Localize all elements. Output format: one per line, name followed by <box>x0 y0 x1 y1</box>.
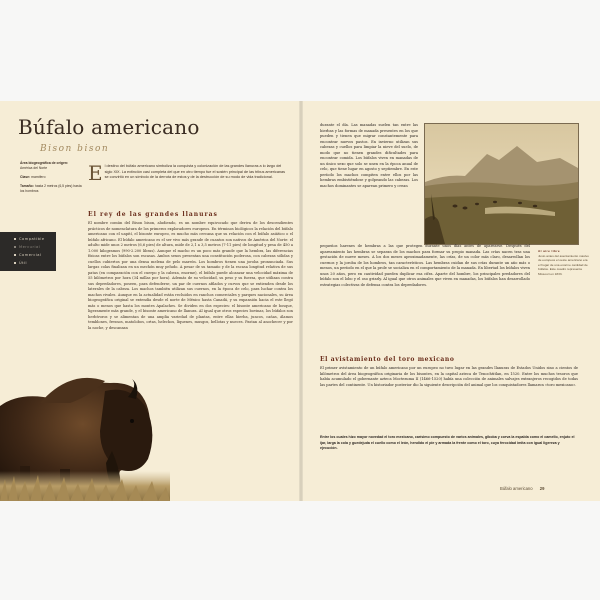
book-spread <box>0 101 600 501</box>
scientific-name: Bison bison <box>40 144 110 154</box>
fact-area <box>20 161 84 171</box>
tab-comercial[interactable]: Comercial <box>0 251 56 259</box>
body-column-right-full <box>320 244 530 288</box>
body-right-paragraph-2 <box>320 366 578 388</box>
fact-clase-label: Clase: <box>20 175 31 179</box>
page-number: 29 <box>539 486 545 491</box>
body-left-text: El nombre común del Bison bison, aludiendo, es un nombre equivocado que deriva de los descendientes prácticos de nomenclatura de los primeros exploradores europeos. En términos biológicos la relación del búfalo americano con el uapití, el bisonte europeo, es mucho más cercana que su relación con el búfalo asiático o el búfalo africano. El búfalo americano es el ser vivo más grande de cuantos son nativos de América del Norte: el adulto mide unos 2 metros (6,6 pies) de altura, mide de 2,1 a 3,5 metros (7-11 pies) de longitud y pesa de 450 a 1.000 kilogramos (990-2.200 libras). Aunque el macho es un poco más grande que la hembra, las diferencias físicas entre los búfalos son escasas. Ambos sexos presentan una constitución poderosa, con cabezas sólidas y cuellos cubiertos por una densa melena de pelo marrón. Los hombros tienen una joroba pronunciada. Sus largas colas finalizan en un mechón muy peludo. A pesar de su tamaño y de la escasa longitud relativa de sus patas (en comparación con el cuerpo y la cabeza, enorme), el búfalo puede alcanzar una velocidad máxima de 55 kilómetros por hora (34 millas por hora). Además de su velocidad, su peso y su fuerza, que utilizan contra sus depredadores, poseen, para defenderse, un par de cuernos afilados y curvos que se extienden desde los laterales de la cabeza. Los machos también utilizan sus cuernos, en la época de celo, para luchar contra los machos rivales. Aunque en la actualidad están recluidos en ranchos comerciales y parques nacionales, su área biogeográfica original se extendía desde el norte de México hasta Canadá, y su expansión hacia el este llegó más o menos que hasta los montes Apalaches. Se dividen en dos especies: el bisonte americano de bosque, ligeramente más grande, y el bisonte americano de llanura. Al igual que otros especies bovinas, los búfalos son herbívoros y se alimentan de una amplia variedad de plantas, entre ellas hierba, juncos, cañas, álamos temblones, fresnos, matolobos, ortas, helechos, líquenes, musgos, bellotas y nueces. Pastan al anochecer y por la noche, y descansan <box>88 221 293 330</box>
body-right-2-text: El primer avistamiento de un búfalo americano por un europeo no tuvo lugar en las grandes llanuras de Estados Unidos sino a cientos de kilómetros del área biogeográfica originaria de los bisontes, en la capital azteca de Tenochtitlan, en 1520. Entre los muchos tesoros que había acumulado el gobernante azteca Moctezuma II (1466-1520) había una colección de animales salvajes extranjeros recogidos de todas las partes del continente. Un historiador posterior dio la siguiente descripción del animal que los conquistadores llamaron «toro mexicano». <box>320 366 578 387</box>
intro-text: l destino del búfalo americano simboliza la conquista y colonización de las grandes llanuras a lo largo del siglo XIX. La extinción casi completa del que en otro tiempo fue el sostén principal de las tribus americanas se convirtió en un símbolo de la derrota de estos y de la destrucción de su modo de vida tradicional. <box>104 164 286 180</box>
tab-bullet-icon <box>14 262 16 264</box>
fact-tamano-value: hasta 2 metros (6,5 pies) hasta los hombros <box>20 184 82 193</box>
section-heading-2: El avistamiento del toro mexicano <box>320 356 455 363</box>
tab-compatible[interactable]: Compatible <box>0 235 56 243</box>
tab-mercurial[interactable]: Mercurial <box>0 243 56 251</box>
body-column-left <box>88 221 293 331</box>
section-tabs <box>0 232 56 271</box>
page-footer <box>500 486 544 491</box>
fact-tamano-label: Tamaño: <box>20 184 34 188</box>
landscape-painting <box>424 123 579 245</box>
quote-text: Entre los cuales hizo mayor novedad el toro mexicano, carísimo compuesto de varios animales, giboba y corva la espalda como el camello, enjuto el ijar, larga la cola y guedejuda el cuello como el león, hendido el pie y armada la frente como el toro, cuya ferocidad imita con igual ligereza y ejecución. <box>320 435 575 450</box>
tab-bullet-icon <box>14 238 16 240</box>
tab-bullet-icon <box>14 246 16 248</box>
fact-sidebar <box>20 161 84 198</box>
page-title: Búfalo americano <box>18 115 200 139</box>
painting-caption <box>538 249 590 277</box>
intro-paragraph <box>88 161 288 185</box>
tab-bullet-icon <box>14 254 16 256</box>
quote-paragraph <box>320 435 578 452</box>
body-right-top-text: durante el día. Las manadas suelen tan entre las hierbas y las formas de manada presentes en los que pueden y tienen que migrar constantemente para encontrar nuevos pastos. En invierno utilizan sus cabezas y cuellos para limpiar la nieve del suelo, de modo que no tienen grandes dificultades para encontrar comida. Los búfalos viven en manadas de un único sexo que solo se unen en la época anual de celo, que tiene lugar en agosto y septiembre. En este período los machos compiten entre ellos por las hembras embistiéndose y golpeando las cabezas. Los machos dominantes se aparean primero y crean <box>320 123 418 188</box>
fact-tamano <box>20 184 84 194</box>
caption-text: Justo antes del asentamiento masivo de europeos el oeste americano era el hogar de una enorme cantidad de búfalos. Este cuadro representa Missouri en 1833. <box>538 253 589 276</box>
fact-area-value: América del Norte <box>20 166 48 170</box>
tab-util[interactable]: Útil <box>0 259 56 267</box>
fact-clase-value: mamífero <box>31 175 46 179</box>
bison-photo <box>0 351 170 501</box>
drop-cap: E <box>88 161 103 185</box>
fact-area-label: Área biogeográfica de origen: <box>20 161 69 165</box>
fact-clase <box>20 175 84 180</box>
caption-title: Al aire libre <box>538 249 561 253</box>
body-right-full-text: pequeños harenes de hembras a las que protegen durante unos días antes de aparearse. Después del apareamiento las hembras se separan de los machos para formar su propio manada. Las crías nacen tras una gestación de nueve meses. A los dos meses aproximadamente, las crías, de un color más claro, desarrollan los cuernos y la joroba de los hombros, tan característicos. Las hembras cuidan de sus crías durante un año más o menos, un período en el que la prole se socializa en el comportamiento de la manada. En libertad los búfalos viven unos 20 años, pero en cautividad pueden duplicar esa cifra. Aparte del hombre, los principales predadores del búfalo son el lobo y el oso grizzly. Al igual que otros animales que viven en manadas, los búfalos han desarrollado estrategias colectivas de defensa contra los depredadores. <box>320 244 530 287</box>
body-column-right-top <box>320 123 418 189</box>
footer-label: Búfalo americano <box>500 486 533 491</box>
book-gutter <box>299 101 303 501</box>
section-heading-1: El rey de las grandes llanuras <box>88 211 218 218</box>
